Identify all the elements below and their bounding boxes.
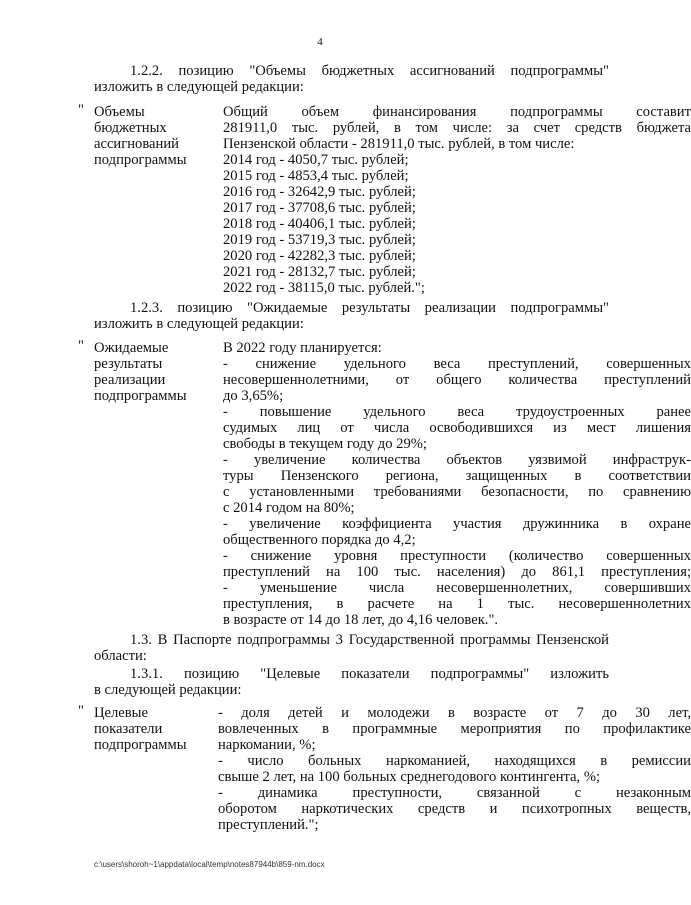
value-line: В 2022 году планируется: bbox=[223, 340, 382, 356]
label-line: ассигнований bbox=[94, 136, 179, 152]
paragraph-1-3-1-line-1: 1.3.1. позицию "Целевые показатели подпрограммы" изложить bbox=[130, 666, 609, 682]
value-line: с установленными требованиями безопасности, по сравнению bbox=[223, 484, 691, 500]
value-line: свыше 2 лет, на 100 больных среднегодового контингента, %; bbox=[218, 769, 601, 785]
value-line: преступления, в расчете на 1 тыс. несовершеннолетних bbox=[223, 596, 691, 612]
label-line: подпрограммы bbox=[94, 152, 187, 168]
label-line: бюджетных bbox=[94, 120, 167, 136]
value-line: преступлений."; bbox=[218, 817, 319, 833]
value-line: 2014 год - 4050,7 тыс. рублей; bbox=[223, 152, 409, 168]
value-line: - уменьшение числа несовершеннолетних, совершивших bbox=[223, 580, 691, 596]
target-indicators-label bbox=[94, 705, 214, 753]
value-line: 2020 год - 42282,3 тыс. рублей; bbox=[223, 248, 416, 264]
value-line: - динамика преступности, связанной с незаконным bbox=[218, 785, 691, 801]
paragraph-1-2-2-line-2: изложить в следующей редакции: bbox=[94, 79, 304, 95]
value-line: Пензенской области - 281911,0 тыс. рублей, в том числе: bbox=[223, 136, 575, 152]
value-line: вовлеченных в программные мероприятия по профилактике bbox=[218, 721, 691, 737]
value-line: 2015 год - 4853,4 тыс. рублей; bbox=[223, 168, 409, 184]
budget-allocations-label bbox=[94, 104, 214, 168]
paragraph-1-2-3-line-1: 1.2.3. позицию "Ожидаемые результаты реализации подпрограммы" bbox=[130, 300, 609, 316]
paragraph-1-3-1-line-2: в следующей редакции: bbox=[94, 682, 242, 698]
label-line: реализации bbox=[94, 372, 166, 388]
value-line: преступлений на 100 тыс. населения) до 861,1 преступления; bbox=[223, 564, 691, 580]
value-line: - увеличение коэффициента участия дружинника в охране bbox=[223, 516, 691, 532]
expected-results-value bbox=[223, 340, 691, 628]
value-line: туры Пензенского региона, защищенных в соответствии bbox=[223, 468, 691, 484]
value-line: в возрасте от 14 до 18 лет, до 4,16 человек.". bbox=[223, 612, 499, 628]
value-line: - доля детей и молодежи в возрасте от 7 до 30 лет, bbox=[218, 705, 691, 721]
value-line: 2016 год - 32642,9 тыс. рублей; bbox=[223, 184, 416, 200]
paragraph-1-3-1 bbox=[94, 666, 609, 698]
value-line: Общий объем финансирования подпрограммы составит bbox=[223, 104, 691, 120]
opening-quote: " bbox=[78, 703, 84, 719]
value-line: до 3,65%; bbox=[223, 388, 284, 404]
label-line: Объемы bbox=[94, 104, 145, 120]
opening-quote: " bbox=[78, 102, 84, 118]
label-line: Целевые bbox=[94, 705, 148, 721]
paragraph-1-2-3 bbox=[94, 300, 609, 332]
value-line: - снижение уровня преступности (количество совершенных bbox=[223, 548, 691, 564]
target-indicators-value bbox=[218, 705, 691, 833]
value-line: 281911,0 тыс. рублей, в том числе: за счет средств бюджета bbox=[223, 120, 691, 136]
paragraph-1-2-2 bbox=[94, 63, 609, 95]
page-number: 4 bbox=[317, 36, 323, 48]
value-line: наркомании, %; bbox=[218, 737, 316, 753]
budget-allocations-value bbox=[223, 104, 691, 296]
footer-file-path: c:\users\shoroh~1\appdata\local\temp\notes87944b\859-nm.docx bbox=[94, 860, 325, 869]
value-line: 2018 год - 40406,1 тыс. рублей; bbox=[223, 216, 416, 232]
value-line: оборотом наркотических средств и психотропных веществ, bbox=[218, 801, 691, 817]
value-line: несовершеннолетними, от общего количества преступлений bbox=[223, 372, 691, 388]
value-line: с 2014 годом на 80%; bbox=[223, 500, 355, 516]
table-target-indicators bbox=[78, 703, 691, 835]
label-line: показатели bbox=[94, 721, 163, 737]
label-line: подпрограммы bbox=[94, 388, 187, 404]
value-line: 2019 год - 53719,3 тыс. рублей; bbox=[223, 232, 416, 248]
value-line: - число больных наркоманией, находящихся в ремиссии bbox=[218, 753, 691, 769]
opening-quote: " bbox=[78, 338, 84, 354]
paragraph-1-3 bbox=[94, 632, 609, 664]
paragraph-1-2-3-line-2: изложить в следующей редакции: bbox=[94, 316, 304, 332]
value-line: 2021 год - 28132,7 тыс. рублей; bbox=[223, 264, 416, 280]
value-line: свободы в текущем году до 29%; bbox=[223, 436, 427, 452]
label-line: подпрограммы bbox=[94, 737, 187, 753]
table-budget-allocations bbox=[78, 102, 691, 299]
value-line: общественного порядка до 4,2; bbox=[223, 532, 416, 548]
value-line: - снижение удельного веса преступлений, совершенных bbox=[223, 356, 691, 372]
table-expected-results bbox=[78, 338, 691, 630]
paragraph-1-3-line-1: 1.3. В Паспорте подпрограммы 3 Государственной программы Пензенской bbox=[130, 632, 609, 648]
label-line: результаты bbox=[94, 356, 163, 372]
value-line: - повышение удельного веса трудоустроенных ранее bbox=[223, 404, 691, 420]
value-line: - увеличение количества объектов уязвимой инфраструк- bbox=[223, 452, 691, 468]
expected-results-label bbox=[94, 340, 214, 404]
value-line: 2017 год - 37708,6 тыс. рублей; bbox=[223, 200, 416, 216]
paragraph-1-3-line-2: области: bbox=[94, 648, 147, 664]
label-line: Ожидаемые bbox=[94, 340, 169, 356]
value-line: судимых лиц от числа освободившихся из мест лишения bbox=[223, 420, 691, 436]
paragraph-1-2-2-line-1: 1.2.2. позицию "Объемы бюджетных ассигнований подпрограммы" bbox=[130, 63, 609, 79]
value-line: 2022 год - 38115,0 тыс. рублей."; bbox=[223, 280, 425, 296]
